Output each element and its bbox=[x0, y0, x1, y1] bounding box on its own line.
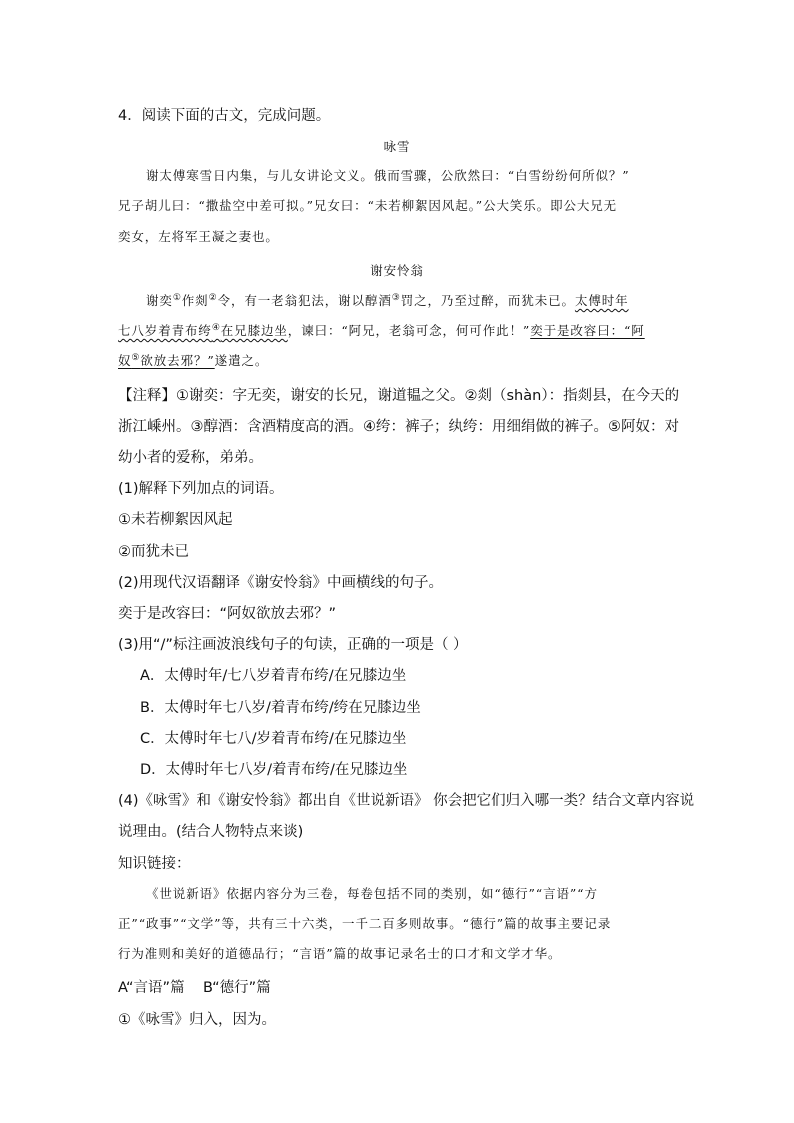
knowledge-link-title: 知识链接： bbox=[118, 856, 191, 872]
underlined-sentence: 奴⑤欲放去邪？” bbox=[118, 352, 215, 368]
subquestion-2-sentence: 奕于是改容曰：“阿奴欲放去邪？” bbox=[118, 606, 337, 622]
footnote-marker: ⑤ bbox=[131, 352, 141, 363]
subquestion-2: (2)用现代汉语翻译《谢安怜翁》中画横线的句子。 bbox=[118, 575, 444, 591]
footnote-marker: ④ bbox=[211, 322, 221, 333]
wavy-underlined-sentence: 七八岁着青布绔④在兄膝边坐 bbox=[118, 322, 288, 338]
passage2-line-1: 谢奕①作剡②令，有一老翁犯法，谢以醇酒③罚之，乃至过醉，而犹未已。太傅时年 bbox=[146, 292, 629, 308]
passage1-line-2: 兄子胡儿曰：“撒盐空中差可拟。”兄女曰：“未若柳絮因风起。”公大笑乐。即公大兄无 bbox=[118, 198, 618, 213]
notes-line-3: 幼小者的爱称，弟弟。 bbox=[118, 450, 263, 466]
passage2-title: 谢安怜翁 bbox=[370, 263, 424, 278]
knowledge-link-line-2: 正”“政事”“文学”等，共有三十六类，一千二百多则故事。“德行”篇的故事主要记录 bbox=[118, 916, 612, 931]
passage1-line-3: 奕女，左将军王凝之妻也。 bbox=[118, 229, 279, 244]
notes-line-2: 浙江嵊州。③醇酒：含酒精度高的酒。④绔：裤子；纨绔：用细绢做的裤子。⑤阿奴：对 bbox=[118, 419, 679, 435]
passage1-title: 咏雪 bbox=[383, 139, 411, 154]
subquestion-1-item-2: ②而犹未已 bbox=[118, 544, 189, 560]
passage2-line-2: 七八岁着青布绔④在兄膝边坐，谏曰：“阿兄，老翁可念，何可作此！”奕于是改容曰：“阿 bbox=[118, 322, 645, 338]
passage2-line-3: 奴⑤欲放去邪？”遂遣之。 bbox=[118, 352, 269, 368]
subquestion-4-line-1: (4)《咏雪》和《谢安怜翁》都出自《世说新语》 你会把它们归入哪一类？结合文章内容说 bbox=[118, 793, 695, 809]
category-options: A“言语”篇 B“德行”篇 bbox=[118, 980, 271, 996]
answer-line: ①《咏雪》归入，因为。 bbox=[118, 1012, 276, 1028]
footnote-marker: ③ bbox=[391, 292, 401, 303]
subquestion-1: (1)解释下列加点的词语。 bbox=[118, 481, 284, 497]
footnote-marker: ② bbox=[208, 292, 218, 303]
option-b: B．太傅时年七八岁/着青布绔/绔在兄膝边坐 bbox=[140, 700, 421, 716]
question-title: 4．阅读下面的古文，完成问题。 bbox=[118, 108, 331, 124]
notes-line-1: 【注释】①谢奕：字无奕，谢安的长兄，谢道韫之父。②剡（shàn）：指剡县，在今天的 bbox=[118, 388, 680, 404]
passage1-line-1: 谢太傅寒雪日内集，与儿女讲论文义。俄而雪骤，公欣然曰：“白雪纷纷何所似？” bbox=[146, 168, 630, 183]
knowledge-link-line-1: 《世说新语》依据内容分为三卷，每卷包括不同的类别，如“德行”“言语”“方 bbox=[146, 886, 598, 901]
option-c: C．太傅时年七八/岁着青布绔/在兄膝边坐 bbox=[140, 731, 407, 747]
subquestion-1-item-1: ①未若柳絮因风起 bbox=[118, 512, 233, 528]
subquestion-3: (3)用“/”标注画波浪线句子的句读，正确的一项是（ ） bbox=[118, 637, 468, 653]
wavy-underlined-sentence: 太傅时年 bbox=[574, 293, 629, 308]
footnote-marker: ① bbox=[172, 292, 182, 303]
subquestion-4-line-2: 说理由。(结合人物特点来谈) bbox=[118, 824, 304, 840]
option-d: D．太傅时年七八岁/着青布绔/在兄膝边坐 bbox=[140, 762, 408, 778]
underlined-sentence: 奕于是改容曰：“阿 bbox=[530, 323, 645, 338]
knowledge-link-line-3: 行为准则和美好的道德品行；“言语”篇的故事记录名士的口才和文学才华。 bbox=[118, 946, 562, 961]
option-a: A．太傅时年/七八岁着青布绔/在兄膝边坐 bbox=[140, 668, 407, 684]
